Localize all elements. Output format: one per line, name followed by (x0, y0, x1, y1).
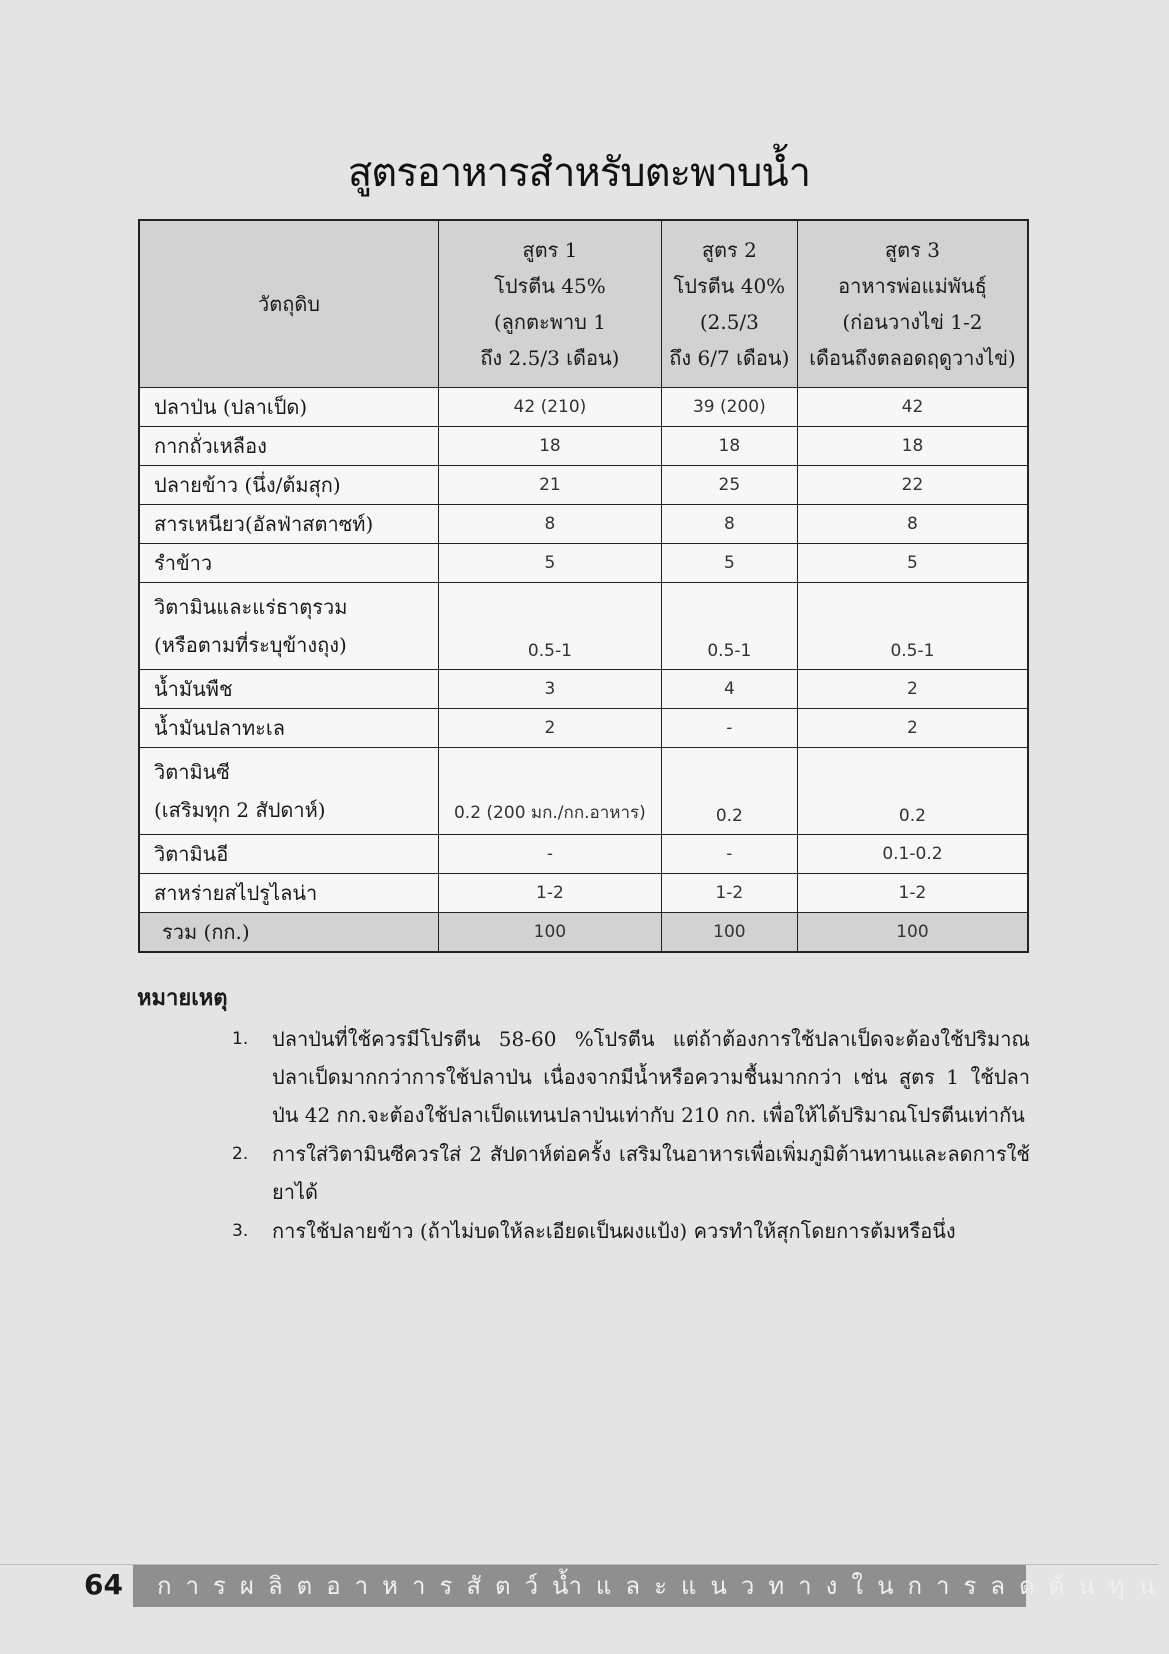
formula-3-value: 8 (797, 505, 1028, 544)
ingredient-name-line: วิตามินและแร่ธาตุรวม (154, 595, 348, 619)
ingredient-cell (139, 583, 439, 670)
note-number: 3. (232, 1221, 249, 1241)
header-formula-1 (439, 220, 662, 388)
ingredient-cell (139, 670, 439, 709)
header-line: (2.5/3 (699, 310, 759, 334)
formula-3-value: 18 (797, 427, 1028, 466)
note-number: 1. (232, 1029, 249, 1049)
page-title: สูตรอาหารสำหรับตะพาบน้ำ (347, 150, 811, 196)
table-header-row (139, 220, 1028, 388)
formula-1-value: 3 (439, 670, 662, 709)
footer-book-title: การผลิตอาหารสัตว์น้ำและแนวทางในการลดต้นทุน (133, 1565, 1026, 1607)
ingredient-cell (139, 748, 439, 835)
formula-3-value: 0.1-0.2 (797, 835, 1028, 874)
header-ingredient (139, 220, 439, 388)
formula-1-value: 18 (439, 427, 662, 466)
formula-2-value: 100 (661, 913, 797, 953)
ingredient-cell (139, 709, 439, 748)
page-number: 64 (84, 1568, 123, 1601)
formula-1-value: 42 (210) (439, 388, 662, 427)
notes-heading: หมายเหตุ (137, 986, 228, 1011)
ingredient-cell (139, 874, 439, 913)
ingredient-name-line: สารเหนียว(อัลฟ่าสตาซท์) (154, 512, 374, 536)
formula-3-value: 0.2 (797, 748, 1028, 835)
formula-3-value: 0.5-1 (797, 583, 1028, 670)
formula-1-value: 5 (439, 544, 662, 583)
note-item (225, 1135, 1030, 1211)
formula-1-value: 1-2 (439, 874, 662, 913)
formula-2-value: 4 (661, 670, 797, 709)
table-row (139, 913, 1028, 953)
ingredient-name-line: ปลายข้าว (นึ่ง/ต้มสุก) (154, 473, 341, 497)
ingredient-cell (139, 427, 439, 466)
header-line: สูตร 2 (701, 238, 757, 262)
notes-list (225, 1020, 1030, 1251)
ingredient-cell (139, 835, 439, 874)
table-body (139, 388, 1028, 953)
note-item (225, 1212, 1030, 1250)
note-text: การใช้ปลายข้าว (ถ้าไม่บดให้ละเอียดเป็นผงแป้ง) ควรทำให้สุกโดยการต้มหรือนึ่ง (272, 1219, 956, 1243)
formula-2-value: 8 (661, 505, 797, 544)
formula-1-value: 21 (439, 466, 662, 505)
formula-1-value: 8 (439, 505, 662, 544)
formula-2-value: 0.2 (661, 748, 797, 835)
formula-1-value: 100 (439, 913, 662, 953)
table-row (139, 583, 1028, 670)
ingredient-name-line: ปลาป่น (ปลาเป็ด) (154, 395, 308, 419)
note-text: ปลาป่นที่ใช้ควรมีโปรตีน 58-60 %โปรตีน แต่ถ้าต้องการใช้ปลาเป็ดจะต้องใช้ปริมาณปลาเป็ดมากกว่าการใช้ปลาป่น เนื่องจากมีน้ำหรือความชื้นมากกว่า เช่น สูตร 1 ใช้ปลาป่น 42 กก.จะต้องใช้ปลาเป็ดแทนปลาป่นเท่ากับ 210 กก. เพื่อให้ได้ปริมาณโปรตีนเท่ากัน (272, 1027, 1030, 1127)
header-line: ถึง 6/7 เดือน) (669, 346, 790, 370)
formula-1-value: - (439, 835, 662, 874)
header-line: เดือนถึงตลอดฤดูวางไข่) (809, 346, 1016, 370)
formula-2-value: - (661, 835, 797, 874)
header-line: (ลูกตะพาบ 1 (493, 310, 606, 334)
table-row (139, 427, 1028, 466)
header-line: ถึง 2.5/3 เดือน) (480, 346, 620, 370)
formula-2-value: 0.5-1 (661, 583, 797, 670)
table-row (139, 835, 1028, 874)
header-line: สูตร 1 (522, 238, 578, 262)
header-formula-3 (797, 220, 1028, 388)
formula-2-value: 18 (661, 427, 797, 466)
table-row (139, 670, 1028, 709)
ingredient-cell (139, 466, 439, 505)
header-line: อาหารพ่อแม่พันธุ์ (838, 274, 987, 298)
note-text: การใส่วิตามินซีควรใส่ 2 สัปดาห์ต่อครั้ง เสริมในอาหารเพื่อเพิ่มภูมิต้านทานและลดการใช้ยาได้ (272, 1142, 1030, 1204)
ingredient-name-line: กากถั่วเหลือง (154, 434, 267, 458)
table-row (139, 748, 1028, 835)
note-item (225, 1020, 1030, 1134)
ingredient-cell (139, 388, 439, 427)
formula-1-value: 0.5-1 (439, 583, 662, 670)
ingredient-name-line: รำข้าว (154, 551, 213, 575)
formula-2-value: 25 (661, 466, 797, 505)
feed-formula-table (138, 219, 1029, 953)
formula-1-value: 0.2 (200 มก./กก.อาหาร) (439, 748, 662, 835)
formula-3-value: 2 (797, 670, 1028, 709)
header-formula-2 (661, 220, 797, 388)
table-row (139, 505, 1028, 544)
table-row (139, 709, 1028, 748)
formula-3-value: 1-2 (797, 874, 1028, 913)
ingredient-name-line: สาหร่ายสไปรูไลน่า (154, 881, 318, 905)
ingredient-name-line: วิตามินซี (154, 760, 230, 784)
ingredient-cell (139, 913, 439, 953)
header-line: (ก่อนวางไข่ 1-2 (842, 310, 983, 334)
formula-1-value: 2 (439, 709, 662, 748)
note-number: 2. (232, 1144, 249, 1164)
formula-3-value: 5 (797, 544, 1028, 583)
formula-2-value: - (661, 709, 797, 748)
formula-2-value: 39 (200) (661, 388, 797, 427)
table-row (139, 388, 1028, 427)
formula-3-value: 2 (797, 709, 1028, 748)
ingredient-name-line: (หรือตามที่ระบุข้างถุง) (154, 633, 347, 657)
formula-3-value: 100 (797, 913, 1028, 953)
ingredient-cell (139, 544, 439, 583)
table-row (139, 466, 1028, 505)
header-line: สูตร 3 (884, 238, 940, 262)
header-line: วัตถุดิบ (257, 292, 320, 316)
table-row (139, 544, 1028, 583)
ingredient-name-line: (เสริมทุก 2 สัปดาห์) (154, 798, 326, 822)
table-row (139, 874, 1028, 913)
ingredient-name-line: น้ำมันปลาทะเล (154, 716, 285, 740)
header-line: โปรตีน 45% (494, 274, 606, 298)
formula-3-value: 42 (797, 388, 1028, 427)
formula-2-value: 5 (661, 544, 797, 583)
ingredient-name-line: วิตามินอี (154, 842, 229, 866)
formula-2-value: 1-2 (661, 874, 797, 913)
formula-3-value: 22 (797, 466, 1028, 505)
ingredient-name-line: น้ำมันพืช (154, 677, 233, 701)
ingredient-name-line: รวม (กก.) (162, 920, 250, 944)
ingredient-cell (139, 505, 439, 544)
header-line: โปรตีน 40% (673, 274, 786, 298)
